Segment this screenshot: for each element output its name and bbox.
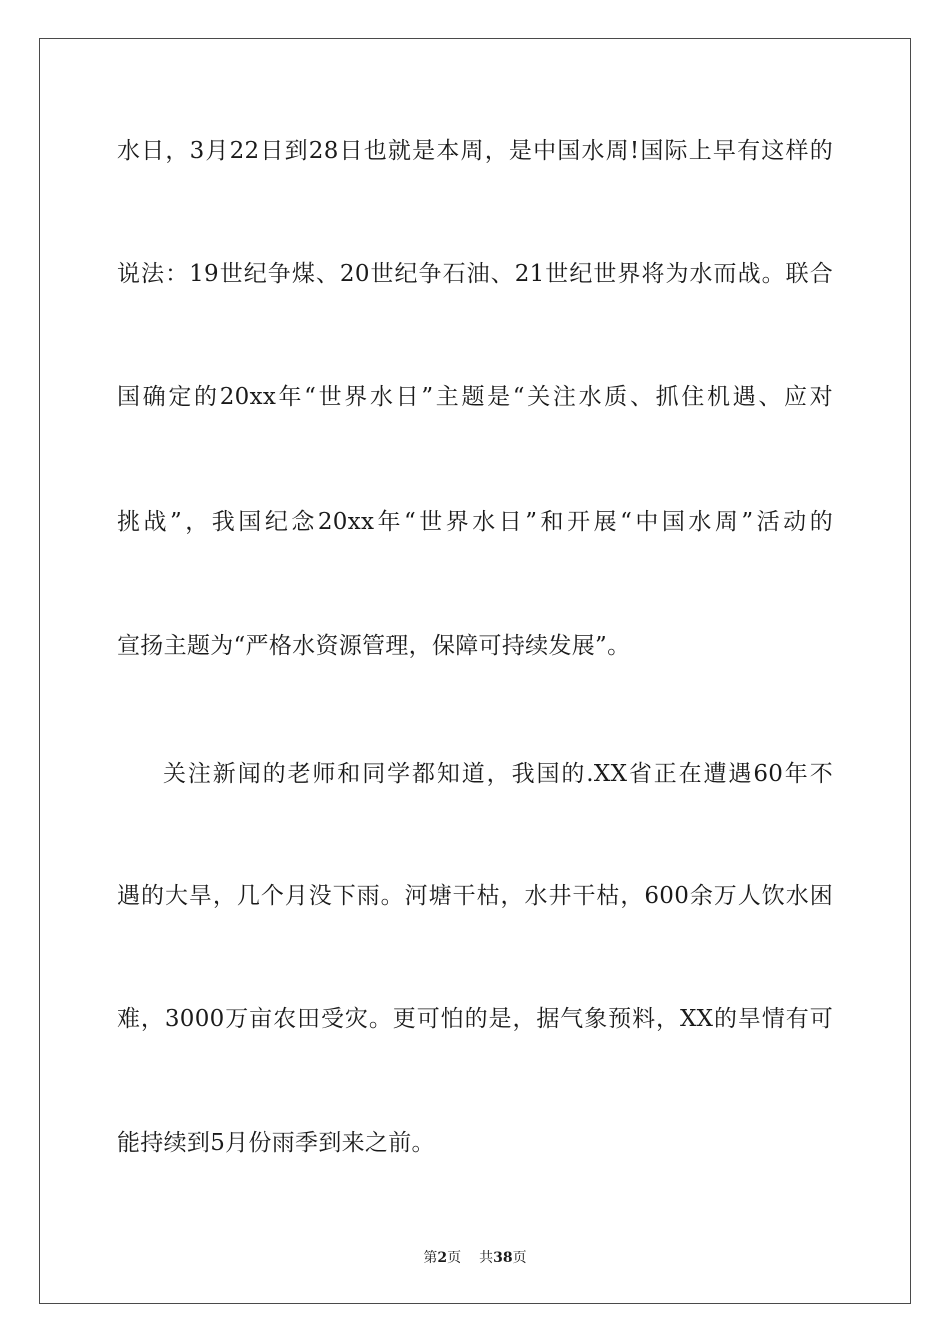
page-prefix: 第 — [423, 1250, 438, 1266]
text-line: 能持续到5月份雨季到来之前。 — [117, 1130, 435, 1156]
text-line: 说法：19世纪争煤、20世纪争石油、21世纪世界将为水而战。联合 — [117, 261, 833, 287]
page-footer — [0, 1248, 950, 1268]
text-line: 国确定的20xx年“世界水日”主题是“关注水质、抓住机遇、应对 — [117, 384, 833, 410]
text-line: 遇的大旱，几个月没下雨。河塘干枯，水井干枯，600余万人饮水困 — [117, 883, 833, 909]
total-prefix: 共 — [479, 1250, 494, 1266]
page-frame — [39, 38, 911, 1304]
page-current: 2 — [437, 1250, 448, 1266]
text-line: 难，3000万亩农田受灾。更可怕的是，据气象预料，XX的旱情有可 — [117, 1006, 833, 1032]
text-line: 关注新闻的老师和同学都知道，我国的.XX省正在遭遇60年不 — [163, 761, 833, 787]
total-suffix: 页 — [512, 1250, 527, 1266]
page-total: 38 — [493, 1250, 513, 1266]
page-suffix: 页 — [447, 1250, 462, 1266]
text-line: 宣扬主题为“严格水资源管理，保障可持续发展”。 — [117, 633, 631, 659]
text-line: 水日，3月22日到28日也就是本周，是中国水周!国际上早有这样的 — [117, 138, 833, 164]
text-line: 挑战”，我国纪念20xx年“世界水日”和开展“中国水周”活动的 — [117, 509, 833, 535]
